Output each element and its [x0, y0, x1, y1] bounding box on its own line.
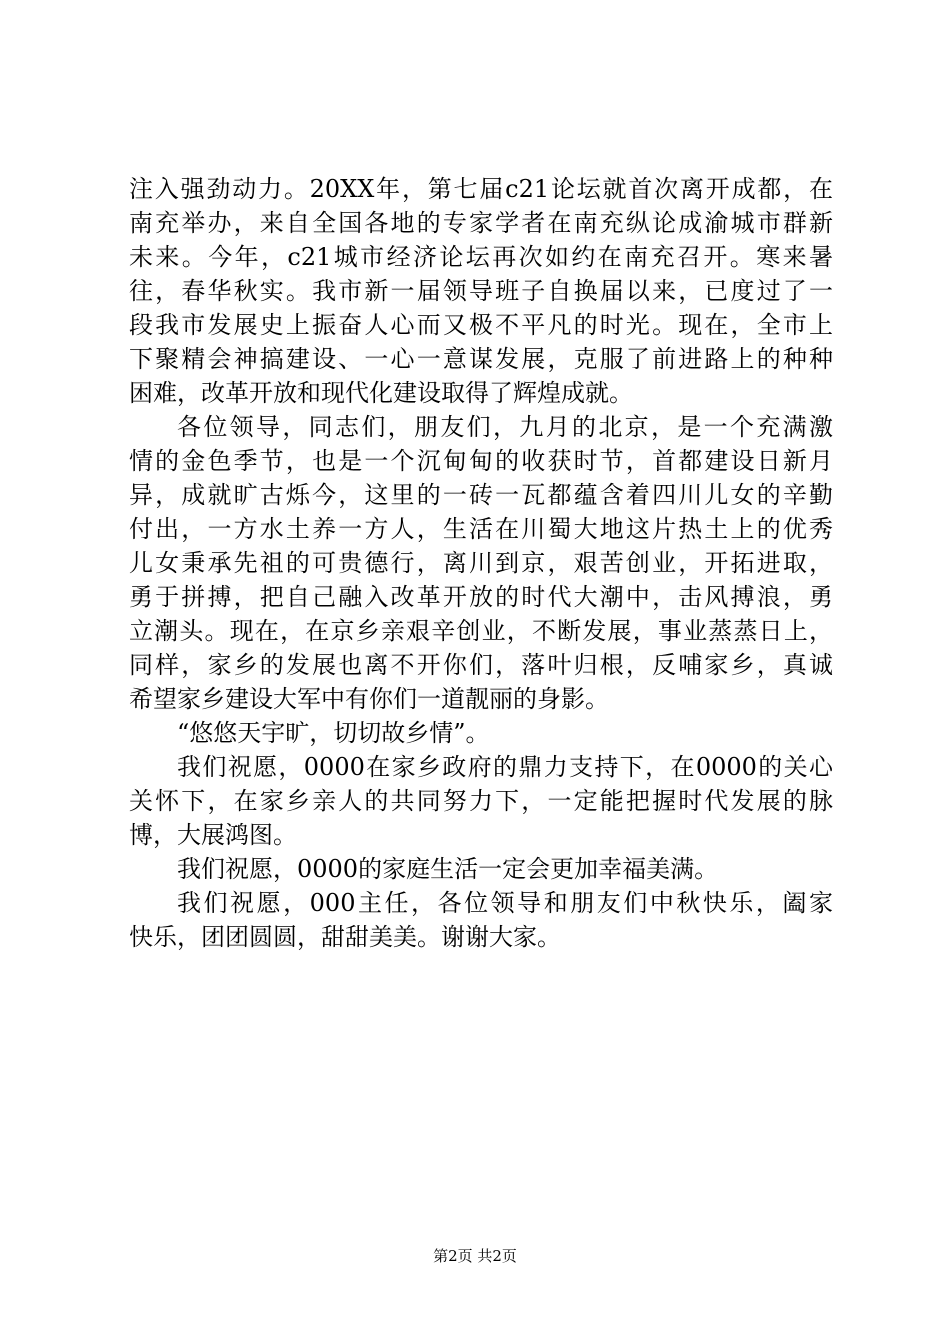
paragraph-2-line-1: 各位领导，同志们，朋友们，九月的北京，是一个充满激 — [177, 413, 833, 441]
paragraph-1-line-6: 下聚精会神搞建设、一心一意谋发展，克服了前进路上的种种 — [129, 345, 833, 373]
paragraph-4-line-2: 关怀下，在家乡亲人的共同努力下，一定能把握时代发展的脉 — [129, 787, 833, 815]
paragraph-3-line-1: “悠悠天宇旷，切切故乡情”。 — [177, 719, 490, 747]
paragraph-4-line-3: 博，大展鸿图。 — [129, 821, 297, 849]
paragraph-2-line-5: 儿女秉承先祖的可贵德行，离川到京，艰苦创业，开拓进取， — [129, 549, 833, 577]
paragraph-1-line-7: 困难，改革开放和现代化建设取得了辉煌成就。 — [129, 379, 633, 407]
paragraph-1-line-1: 注入强劲动力。20XX年，第七届c21论坛就首次离开成都，在 — [129, 175, 833, 203]
paragraph-1-line-4: 往，春华秋实。我市新一届领导班子自换届以来，已度过了一 — [129, 277, 833, 305]
paragraph-2-line-3: 异，成就旷古烁今，这里的一砖一瓦都蕴含着四川儿女的辛勤 — [129, 481, 833, 509]
paragraph-1-line-3: 未来。今年，c21城市经济论坛再次如约在南充召开。寒来暑 — [129, 243, 833, 271]
paragraph-2-line-6: 勇于拼搏，把自己融入改革开放的时代大潮中，击风搏浪，勇 — [129, 583, 833, 611]
paragraph-6-line-2: 快乐，团团圆圆，甜甜美美。谢谢大家。 — [129, 923, 561, 951]
paragraph-2-line-4: 付出，一方水土养一方人，生活在川蜀大地这片热土上的优秀 — [129, 515, 833, 543]
paragraph-5-line-1: 我们祝愿，0000的家庭生活一定会更加幸福美满。 — [177, 855, 719, 883]
document-body — [129, 172, 833, 954]
page-number-footer: 第2页 共2页 — [433, 1247, 517, 1265]
paragraph-2-line-9: 希望家乡建设大军中有你们一道靓丽的身影。 — [129, 685, 609, 713]
paragraph-6-line-1: 我们祝愿，000主任，各位领导和朋友们中秋快乐，阖家 — [177, 889, 833, 917]
paragraph-2-line-7: 立潮头。现在，在京乡亲艰辛创业，不断发展，事业蒸蒸日上， — [129, 617, 833, 645]
paragraph-2-line-2: 情的金色季节，也是一个沉甸甸的收获时节，首都建设日新月 — [129, 447, 833, 475]
paragraph-2-line-8: 同样，家乡的发展也离不开你们，落叶归根，反哺家乡，真诚 — [129, 651, 833, 679]
paragraph-1-line-5: 段我市发展史上振奋人心而又极不平凡的时光。现在，全市上 — [129, 311, 833, 339]
paragraph-4-line-1: 我们祝愿，0000在家乡政府的鼎力支持下，在0000的关心 — [177, 753, 833, 781]
paragraph-1-line-2: 南充举办，来自全国各地的专家学者在南充纵论成渝城市群新 — [129, 209, 833, 237]
